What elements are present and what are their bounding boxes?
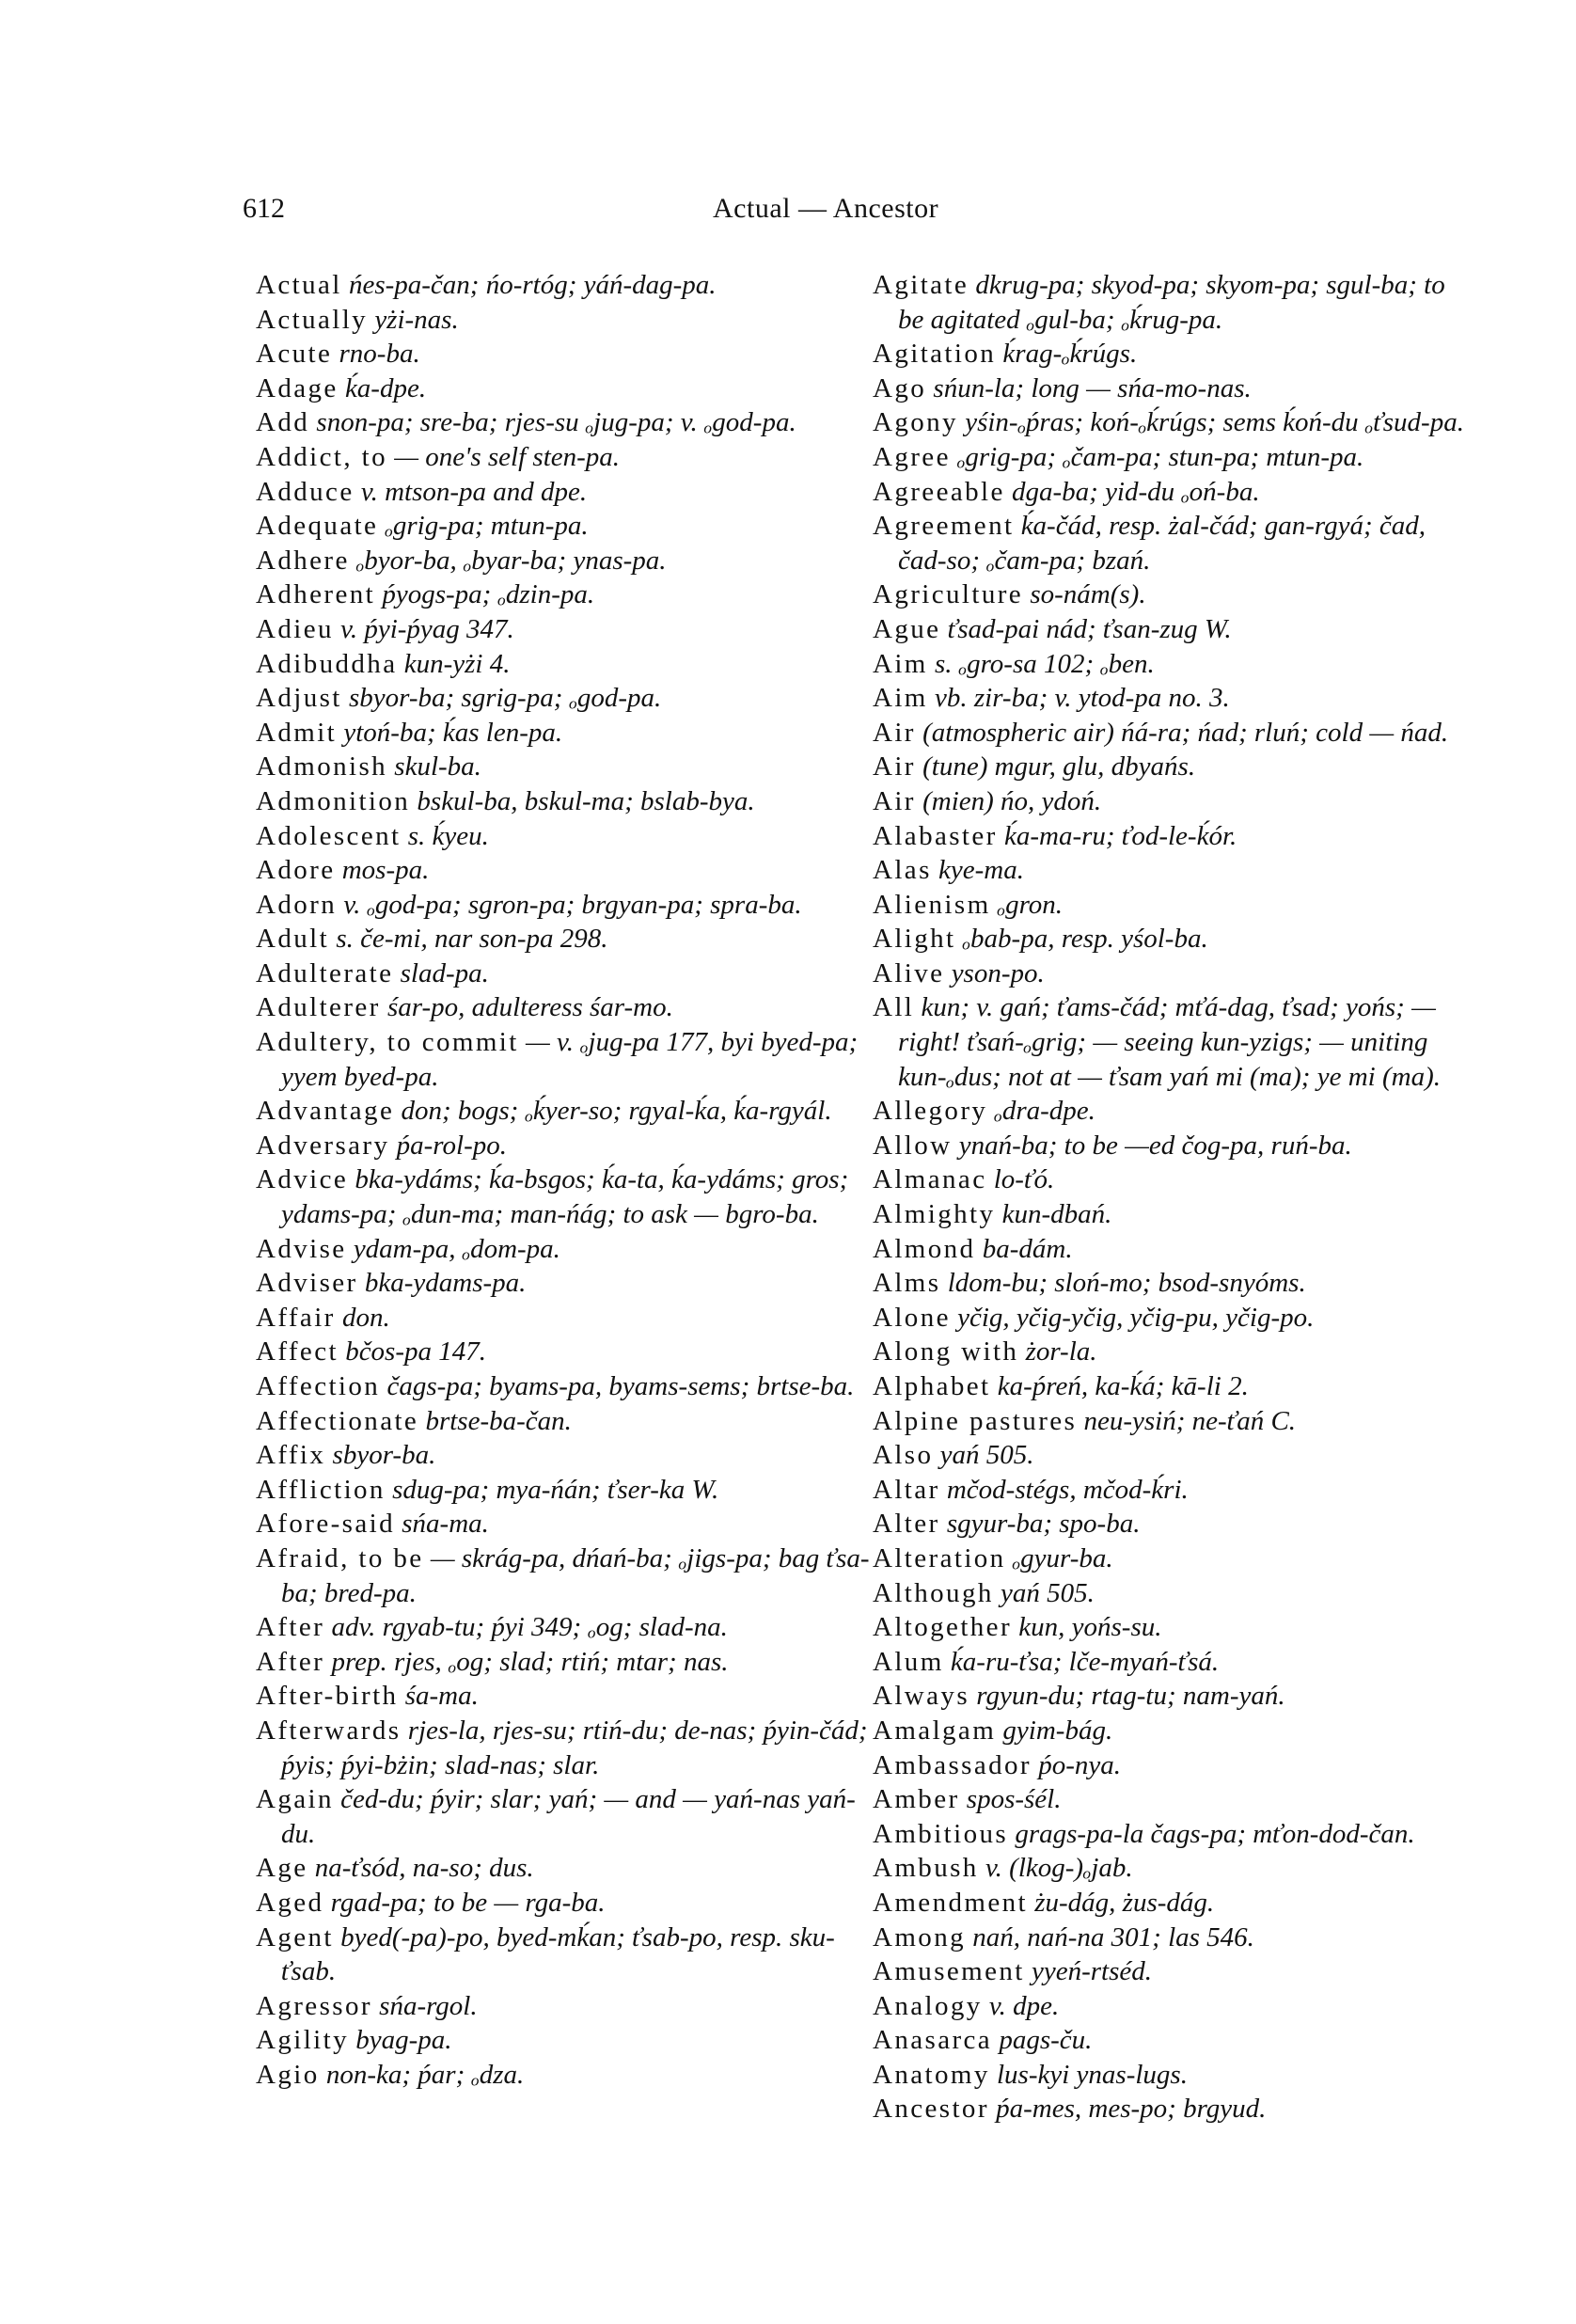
dictionary-entry [873,716,1474,751]
dictionary-entry [256,440,873,475]
entry-headword: Agreeable [873,476,1005,507]
entry-headword: Anasarca [873,2025,993,2056]
entry-headword: Air [873,751,916,783]
entry-definition: sbyor-ba; sgrig-pa; ₒgod-pa. [349,683,662,714]
dictionary-entry [873,956,1474,991]
entry-definition: kun-dbań. [1001,1199,1112,1230]
dictionary-entry [873,1714,1474,1748]
entry-headword: Adore [256,855,336,886]
entry-definition: ldom-bu; sloń-mo; bsod-snyóms. [947,1268,1306,1299]
dictionary-entry [873,784,1474,819]
entry-headword: Advice [256,1164,349,1195]
entry-headword: Alas [873,855,932,886]
dictionary-entry [256,853,873,888]
dictionary-entry [873,1162,1474,1197]
entry-definition: kun; v. gań; ťams-čád; mťá-dag, ťsad; yońs; — right! ťsań-ₒgrig; — seeing kun-yzigs; — uniting kun-ₒdus; not at — ťsam yań mi (ma); ye mi (ma). [898,992,1441,1092]
entry-definition: ₒdra-dpe. [994,1096,1095,1127]
entry-headword: Anatomy [873,2059,990,2090]
entry-headword: Age [256,1853,308,1884]
entry-headword: Adibuddha [256,648,398,679]
dictionary-entry [873,1817,1474,1852]
entry-headword: Adage [256,372,339,403]
dictionary-entry [873,2092,1474,2126]
dictionary-entry [873,577,1474,612]
dictionary-entry [256,1679,873,1714]
entry-definition: (tune) mgur, glu, dbyańs. [922,751,1196,783]
dictionary-entry [873,888,1474,923]
entry-headword: Almighty [873,1199,996,1230]
entry-definition: yčig, yčig-yčig, yčig-pu, yčig-po. [957,1302,1315,1333]
entry-definition: pags-ču. [999,2025,1093,2056]
dictionary-entry [256,1404,873,1439]
entry-definition: kun-yżi 4. [403,648,511,679]
entry-definition: ḱa-čád, resp. żal-čád; gan-rgyá; čad, čad-so; ₒčam-pa; bzań. [898,511,1426,576]
dictionary-entry [873,1335,1474,1369]
dictionary-entry [873,1921,1474,1955]
dictionary-entry [873,922,1474,956]
entry-definition: ytoń-ba; ḱas len-pa. [343,717,563,748]
entry-headword: Amalgam [873,1715,997,1746]
entry-definition: bka-ydáms; ḱa-bsgos; ḱa-ta, ḱa-ydáms; gros; ydams-pa; ₒdun-ma; man-ńág; to ask — bgro-ba. [281,1164,849,1230]
dictionary-entry [256,1369,873,1404]
entry-definition: nań, nań-na 301; las 546. [972,1921,1254,1952]
entry-definition: ₒbyor-ba, ₒbyar-ba; ynas-pa. [356,545,667,576]
dictionary-entry [873,1748,1474,1783]
entry-definition: s. ḱyeu. [407,820,489,851]
entry-headword: Alphabet [873,1371,991,1401]
entry-headword: Addict, to [256,441,387,472]
entry-headword: Air [873,717,916,748]
entry-definition: ydam-pa, ₒdom-pa. [353,1233,560,1264]
entry-headword: Agility [256,2025,349,2056]
entry-headword: Aged [256,1887,324,1918]
entry-definition: v. ₒgod-pa; sgron-pa; brgyan-pa; spra-ba. [343,889,802,920]
dictionary-entry [873,647,1474,682]
entry-headword: Alive [873,957,945,988]
entry-headword: Afore-said [256,1509,396,1540]
running-head: Actual — Ancestor [713,193,939,224]
dictionary-entry [256,509,873,544]
entry-definition: na-ťsód, na-so; dus. [314,1853,534,1884]
entry-headword: Amusement [873,1956,1025,1987]
entry-definition: sńa-ma. [402,1509,489,1540]
entry-headword: Adulterer [256,992,381,1023]
dictionary-entry [256,612,873,647]
entry-definition: sńa-rgol. [379,1990,478,2021]
dictionary-entry [256,337,873,372]
entry-headword: Alteration [873,1542,1006,1573]
dictionary-entry [873,1507,1474,1541]
dictionary-entry [256,956,873,991]
entry-headword: Adulterate [256,957,394,988]
entry-definition: čags-pa; byams-pa, byams-sems; brtse-ba. [386,1371,855,1401]
dictionary-entry [873,1232,1474,1267]
entry-headword: Again [256,1784,334,1815]
dictionary-entry [256,475,873,510]
dictionary-entry [873,405,1474,440]
dictionary-entry [256,1610,873,1645]
entry-headword: Alter [873,1509,940,1540]
entry-headword: Adult [256,924,330,955]
entry-definition: rgyun-du; rtag-tu; nam-yań. [976,1681,1285,1712]
entry-definition: ynań-ba; to be —ed čog-pa, ruń-ba. [958,1130,1352,1161]
dictionary-entry [873,440,1474,475]
dictionary-entry [873,509,1474,577]
entry-definition: v. mtson-pa and dpe. [360,476,588,507]
entry-definition: v. dpe. [988,1990,1060,2021]
entry-definition: ka-ṕreń, ka-ḱá; kā-li 2. [997,1371,1249,1401]
entry-headword: Adhere [256,545,350,576]
entry-headword: Almanac [873,1164,987,1195]
dictionary-entry [256,1921,873,1989]
entry-definition: sgyur-ba; spo-ba. [946,1509,1141,1540]
entry-definition: so-nám(s). [1030,579,1146,610]
dictionary-entry [256,1507,873,1541]
entry-headword: Add [256,407,310,438]
entry-definition: bčos-pa 147. [345,1336,487,1368]
dictionary-entry [873,1094,1474,1129]
dictionary-entry [256,1266,873,1301]
entry-definition: dkrug-pa; skyod-pa; skyom-pa; sgul-ba; to be agitated ₒgul-ba; ₒḱrug-pa. [898,270,1445,335]
entry-headword: After [256,1646,325,1677]
entry-headword: Adviser [256,1268,358,1299]
entry-headword: Allow [873,1130,953,1161]
entry-headword: Alabaster [873,820,998,851]
entry-headword: Affliction [256,1474,386,1505]
dictionary-entry [256,1782,873,1851]
dictionary-entry [256,372,873,406]
dictionary-entry [256,1645,873,1680]
left-column [256,268,873,2092]
entry-headword: Adorn [256,889,338,920]
entry-definition: čed-du; ṕyir; slar; yań; — and — yań-nas yań-du. [281,1784,856,1849]
entry-headword: Adieu [256,613,334,644]
entry-headword: Allegory [873,1096,988,1127]
dictionary-entry [256,1886,873,1921]
dictionary-entry [256,716,873,751]
right-column [873,268,1474,2126]
entry-definition: lus-kyi ynas-lugs. [996,2059,1188,2090]
entry-headword: Advise [256,1233,347,1264]
entry-headword: Although [873,1577,994,1608]
dictionary-entry [873,1679,1474,1714]
dictionary-entry [256,303,873,338]
entry-definition: sńun-la; long — sńa-mo-nas. [933,372,1252,403]
dictionary-entry [873,372,1474,406]
entry-definition: skul-ba. [394,751,481,783]
dictionary-entry [256,577,873,612]
dictionary-entry [256,2058,873,2093]
dictionary-entry [873,1404,1474,1439]
dictionary-entry [256,544,873,578]
entry-definition: rjes-la, rjes-su; rtiń-du; de-nas; ṕyin-čád; ṕyis; ṕyi-bżin; slad-nas; slar. [281,1715,868,1780]
entry-definition: lo-ťó. [993,1164,1055,1195]
entry-headword: Agony [873,407,958,438]
entry-headword: Ambassador [873,1749,1032,1780]
entry-definition: slad-pa. [400,957,489,988]
entry-definition: ḱa-ru-ťsa; lče-myań-ťsá. [950,1646,1220,1677]
entry-headword: Agitate [873,270,969,300]
dictionary-entry [256,1989,873,2024]
entry-headword: Alone [873,1302,951,1333]
dictionary-entry [256,1162,873,1231]
entry-headword: Affection [256,1371,381,1401]
dictionary-entry [873,853,1474,888]
entry-definition: don. [341,1302,390,1333]
entry-headword: Analogy [873,1990,983,2021]
entry-headword: Agriculture [873,579,1024,610]
entry-definition: ṕyogs-pa; ₒdzin-pa. [382,579,595,610]
dictionary-entry [873,1851,1474,1886]
entry-definition: byed(-pa)-po, byed-mḱan; ťsab-po, resp. sku-ťsab. [281,1921,835,1987]
dictionary-entry [256,405,873,440]
entry-headword: Along with [873,1336,1019,1368]
dictionary-entry [873,1886,1474,1921]
entry-definition: kun, yońs-su. [1018,1612,1162,1643]
entry-definition: spos-śél. [966,1784,1062,1815]
entry-headword: Always [873,1681,970,1712]
entry-definition: byag-pa. [355,2025,452,2056]
dictionary-entry [873,1129,1474,1163]
entry-definition: ťsad-pai nád; ťsan-zug W. [947,613,1232,644]
entry-definition: bka-ydams-pa. [364,1268,527,1299]
entry-definition: yżi-nas. [374,304,459,335]
entry-definition: ₒgrig-pa; mtun-pa. [385,511,589,542]
entry-headword: Actual [256,270,342,300]
entry-definition: ṕa-mes, mes-po; brgyud. [996,2094,1267,2125]
entry-headword: Agio [256,2059,320,2090]
entry-headword: Alms [873,1268,941,1299]
entry-definition: s. ₒgro-sa 102; ₒben. [935,648,1155,679]
entry-definition: rgad-pa; to be — rga-ba. [330,1887,606,1918]
entry-headword: Afraid, to be [256,1542,424,1573]
entry-definition: ba-dám. [982,1233,1073,1264]
entry-headword: Agitation [873,339,997,370]
entry-headword: Amendment [873,1887,1028,1918]
entry-definition: yań 505. [939,1440,1034,1471]
entry-headword: Alight [873,924,956,955]
dictionary-entry [873,1197,1474,1232]
entry-definition: yyeń-rtséd. [1032,1956,1153,1987]
entry-headword: Adversary [256,1130,390,1161]
entry-definition: adv. rgyab-tu; ṕyi 349; ₒog; slad-na. [331,1612,728,1643]
dictionary-entry [873,1266,1474,1301]
entry-headword: Agent [256,1921,334,1952]
entry-definition: — skrág-pa, dńań-ba; ₒjigs-pa; bag ťsa-ba; bred-pa. [281,1542,870,1608]
entry-definition: — v. ₒjug-pa 177, byi byed-pa; yyem byed-pa. [281,1027,859,1092]
entry-headword: Ago [873,372,927,403]
entry-definition: non-ka; ṕar; ₒdza. [325,2059,525,2090]
dictionary-entry [873,475,1474,510]
entry-headword: Ancestor [873,2094,989,2125]
dictionary-entry [873,2023,1474,2058]
entry-definition: dga-ba; yid-du ₒoń-ba. [1012,476,1260,507]
entry-definition: brtse-ba-čan. [425,1405,572,1436]
entry-definition: sdug-pa; mya-ńán; ťser-ka W. [392,1474,719,1505]
entry-definition: grags-pa-la čags-pa; mťon-dod-čan. [1015,1818,1415,1849]
entry-definition: (mien) ńo, ydoń. [922,785,1102,816]
entry-headword: Almond [873,1233,976,1264]
entry-definition: śar-po, adulteress śar-mo. [386,992,673,1023]
entry-headword: Aim [873,683,928,714]
entry-headword: Also [873,1440,934,1471]
entry-definition: rno-ba. [339,339,420,370]
entry-definition: mčod-stégs, mčod-ḱri. [946,1474,1189,1505]
dictionary-entry [873,1369,1474,1404]
entry-definition: ₒgyur-ba. [1012,1542,1113,1573]
entry-headword: Among [873,1921,966,1952]
entry-headword: Affectionate [256,1405,419,1436]
dictionary-entry [256,1129,873,1163]
entry-headword: After [256,1612,325,1643]
entry-headword: Ague [873,613,941,644]
entry-headword: Affair [256,1302,336,1333]
entry-headword: Admit [256,717,338,748]
dictionary-entry [256,784,873,819]
entry-definition: ḱa-ma-ru; ťod-le-ḱór. [1003,820,1237,851]
dictionary-entry [873,268,1474,337]
dictionary-entry [256,2023,873,2058]
entry-headword: Adolescent [256,820,402,851]
entry-definition: śa-ma. [404,1681,479,1712]
entry-headword: Agressor [256,1990,372,2021]
entry-definition: żu-dág, żus-dág. [1034,1887,1215,1918]
entry-definition: ₒgron. [997,889,1064,920]
dictionary-entry [256,1301,873,1336]
entry-headword: Ambush [873,1853,979,1884]
entry-definition: snon-pa; sre-ba; rjes-su ₒjug-pa; v. ₒgod-pa. [316,407,796,438]
dictionary-entry [873,1541,1474,1576]
dictionary-entry [873,1645,1474,1680]
dictionary-entry [873,2058,1474,2093]
entry-definition: — one's self sten-pa. [394,441,621,472]
entry-definition: yśin-ₒṕras; koń-ₒḱrúgs; sems ḱoń-du ₒťsud-pa. [965,407,1464,438]
entry-headword: Adjust [256,683,342,714]
entry-headword: Aim [873,648,928,679]
entry-definition: ₒgrig-pa; ₒčam-pa; stun-pa; mtun-pa. [957,441,1364,472]
dictionary-entry [256,1714,873,1782]
dictionary-entry [256,1335,873,1369]
entry-headword: Adultery, to commit [256,1027,519,1058]
entry-headword: Admonition [256,785,411,816]
dictionary-entry [256,819,873,854]
dictionary-entry [256,1541,873,1610]
dictionary-entry [256,681,873,716]
dictionary-entry [256,1094,873,1129]
entry-headword: Affix [256,1440,326,1471]
dictionary-entry [873,1989,1474,2024]
entry-definition: v. ṕyi-ṕyag 347. [340,613,514,644]
dictionary-entry [873,337,1474,372]
entry-headword: Alienism [873,889,991,920]
entry-definition: yson-po. [951,957,1045,988]
entry-definition: ṕo-nya. [1038,1749,1122,1780]
dictionary-entry [256,1025,873,1094]
dictionary-entry [256,1851,873,1886]
dictionary-entry [873,681,1474,716]
entry-definition: yań 505. [1001,1577,1095,1608]
dictionary-entry [873,1576,1474,1611]
dictionary-entry [256,888,873,923]
dictionary-entry [256,268,873,303]
entry-headword: Ambitious [873,1818,1009,1849]
entry-definition: don; bogs; ₒḱyer-so; rgyal-ḱa, ḱa-rgyál. [401,1096,832,1127]
entry-headword: After-birth [256,1681,399,1712]
entry-definition: ₒbab-pa, resp. yśol-ba. [962,924,1208,955]
entry-definition: ńes-pa-čan; ńo-rtóg; yáń-dag-pa. [348,270,717,300]
dictionary-entry [256,990,873,1025]
dictionary-entry [873,1610,1474,1645]
entry-definition: vb. zir-ba; v. ytod-pa no. 3. [935,683,1230,714]
dictionary-entry [256,1473,873,1508]
dictionary-entry [256,1438,873,1473]
entry-headword: Acute [256,339,333,370]
dictionary-entry [873,990,1474,1094]
entry-definition: ṕa-rol-po. [396,1130,507,1161]
dictionary-entry [873,1438,1474,1473]
dictionary-entry [873,1782,1474,1817]
dictionary-entry [873,750,1474,784]
entry-headword: Alpine pastures [873,1405,1078,1436]
dictionary-entry [256,750,873,784]
entry-definition: neu-ysiń; ne-ťań C. [1083,1405,1297,1436]
entry-headword: Affect [256,1336,339,1368]
entry-definition: ḱrag-ₒḱrúgs. [1002,339,1138,370]
dictionary-entry [256,922,873,956]
entry-definition: kye-ma. [938,855,1024,886]
entry-headword: Afterwards [256,1715,402,1746]
entry-headword: Altar [873,1474,940,1505]
entry-definition: żor-la. [1025,1336,1097,1368]
entry-definition: gyim-bág. [1002,1715,1113,1746]
entry-definition: mos-pa. [341,855,430,886]
entry-headword: Adduce [256,476,355,507]
entry-headword: Admonish [256,751,388,783]
entry-headword: Altogether [873,1612,1013,1643]
entry-headword: Agree [873,441,951,472]
dictionary-entry [256,647,873,682]
dictionary-entry [873,819,1474,854]
entry-headword: Advantage [256,1096,395,1127]
entry-headword: Adequate [256,511,379,542]
entry-definition: bskul-ba, bskul-ma; bslab-bya. [417,785,755,816]
entry-definition: s. če-mi, nar son-pa 298. [336,924,608,955]
entry-definition: ḱa-dpe. [344,372,427,403]
dictionary-entry [256,1232,873,1267]
entry-headword: Agreement [873,511,1015,542]
entry-definition: v. (lkog-)ₒjab. [985,1853,1133,1884]
page-number: 612 [243,193,285,224]
dictionary-entry [873,1473,1474,1508]
entry-headword: Actually [256,304,369,335]
dictionary-entry [873,612,1474,647]
entry-definition: (atmospheric air) ńá-ra; ńad; rluń; cold — ńad. [922,717,1449,748]
entry-headword: Adherent [256,579,376,610]
entry-definition: prep. rjes, ₒog; slad; rtiń; mtar; nas. [331,1646,729,1677]
entry-definition: sbyor-ba. [332,1440,436,1471]
dictionary-entry [873,1954,1474,1989]
entry-headword: Amber [873,1784,960,1815]
dictionary-entry [873,1301,1474,1336]
entry-headword: All [873,992,915,1023]
entry-headword: Air [873,785,916,816]
entry-headword: Alum [873,1646,944,1677]
